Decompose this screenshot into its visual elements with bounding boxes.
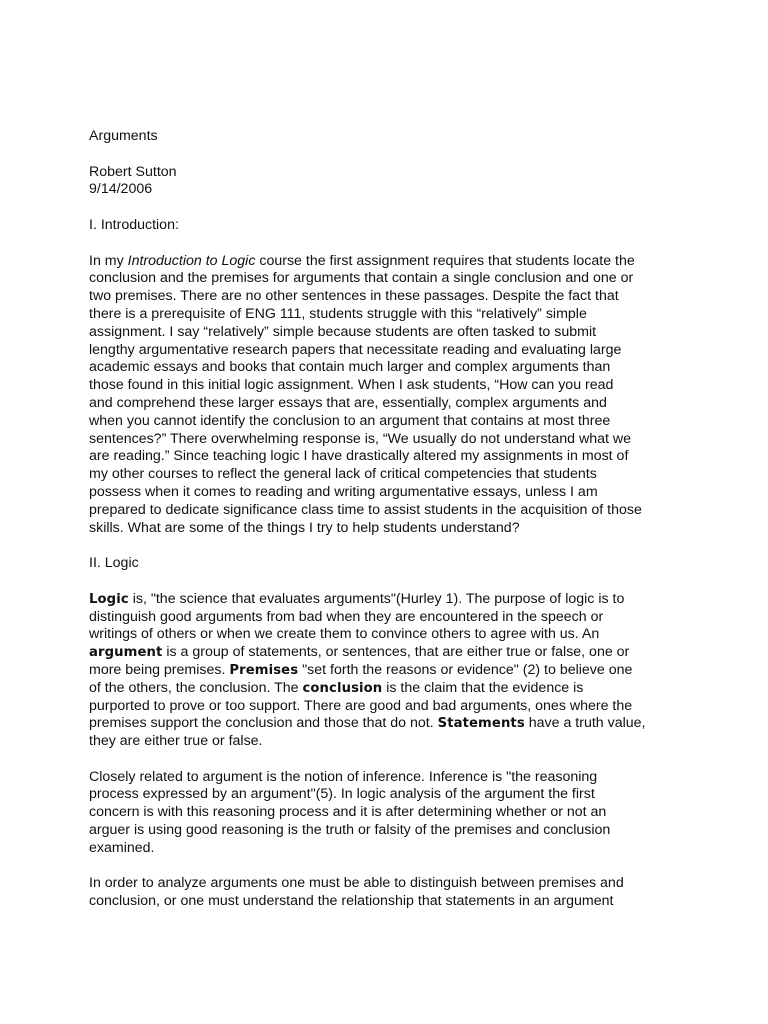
paragraph-line: possess when it comes to reading and writing argumentative essays, unless I am: [89, 483, 598, 500]
paragraph-line: sentences?” There overwhelming response is, “We usually do not understand what we: [89, 430, 632, 447]
paragraph-line: they are either true or false.: [89, 733, 263, 750]
paragraph-line: arguer is using good reasoning is the truth or falsity of the premises and conclusion: [89, 822, 611, 839]
term-logic: Logic: [89, 591, 129, 607]
logic-definition-paragraph: [89, 591, 689, 751]
paragraph-line: Logic is, "the science that evaluates arguments"(Hurley 1). The purpose of logic is to: [89, 590, 625, 607]
author-name: Robert Sutton: [89, 163, 177, 180]
paragraph-line: academic essays and books that contain much larger and complex arguments than: [89, 359, 611, 376]
paragraph-line: my other courses to reflect the general lack of critical competencies that students: [89, 466, 597, 483]
doc-author: [89, 164, 689, 182]
paragraph-line: process expressed by an argument"(5). In logic analysis of the argument the first: [89, 786, 595, 803]
paragraph-line: conclusion, or one must understand the relationship that statements in an argument: [89, 893, 614, 910]
term-premises: Premises: [229, 662, 299, 678]
paragraph-line: two premises. There are no other sentences in these passages. Despite the fact that: [89, 288, 619, 305]
paragraph-line: conclusion and the premises for arguments that contain a single conclusion and one or: [89, 270, 634, 287]
paragraph-line: concern is with this reasoning process and it is after determining whether or not an: [89, 804, 607, 821]
paragraph-line: writings of others or when we create them to convince others to agree with us. An: [89, 626, 600, 643]
paragraph-line: those found in this initial logic assignment. When I ask students, “How can you read: [89, 377, 614, 394]
paragraph-line: argument is a group of statements, or sentences, that are either true or false, one or: [89, 644, 630, 661]
paragraph-line: prepared to dedicate significance class time to assist students in the acquisition of those: [89, 501, 642, 518]
section-heading-introduction: I. Introduction:: [89, 216, 179, 233]
paragraph-line: examined.: [89, 839, 155, 856]
analysis-paragraph: [89, 875, 689, 911]
doc-date: 9/14/2006: [89, 181, 153, 198]
inference-paragraph: [89, 769, 689, 858]
paragraph-line: skills. What are some of the things I try to help students understand?: [89, 519, 520, 536]
term-argument: argument: [89, 645, 163, 661]
paragraph-line: In my Introduction to Logic course the first assignment requires that students locate the: [89, 252, 635, 269]
paragraph-line: more being premises. Premises "set forth the reasons or evidence" (2) to believe one: [89, 661, 633, 678]
paragraph-line: premises support the conclusion and those that do not. Statements have a truth value,: [89, 715, 646, 732]
introduction-paragraph: [89, 253, 689, 538]
paragraph-line: Closely related to argument is the notion of inference. Inference is "the reasoning: [89, 768, 598, 785]
paragraph-line: and comprehend these larger essays that are, essentially, complex arguments and: [89, 394, 607, 411]
paragraph-line: purported to prove or too support. There are good and bad arguments, ones where the: [89, 697, 633, 714]
paragraph-line: distinguish good arguments from bad when they are encountered in the speech or: [89, 608, 604, 625]
paragraph-line: In order to analyze arguments one must be able to distinguish between premises and: [89, 875, 624, 892]
section-heading-logic: II. Logic: [89, 555, 139, 572]
term-conclusion: conclusion: [302, 680, 383, 696]
course-title: Introduction to Logic: [127, 252, 256, 269]
doc-title: Arguments: [89, 128, 158, 144]
paragraph-line: there is a prerequisite of ENG 111, students struggle with this “relatively” simple: [89, 305, 587, 322]
term-statements: Statements: [437, 716, 525, 732]
paragraph-line: are reading.” Since teaching logic I have drastically altered my assignments in most of: [89, 448, 629, 465]
paragraph-line: of the others, the conclusion. The conclusion is the claim that the evidence is: [89, 679, 584, 696]
document-body: [89, 128, 689, 911]
paragraph-line: when you cannot identify the conclusion to an argument that contains at most three: [89, 412, 611, 429]
paragraph-line: assignment. I say “relatively” simple because students are often tasked to submit: [89, 323, 597, 340]
paragraph-line: lengthy argumentative research papers that necessitate reading and evaluating large: [89, 341, 622, 358]
